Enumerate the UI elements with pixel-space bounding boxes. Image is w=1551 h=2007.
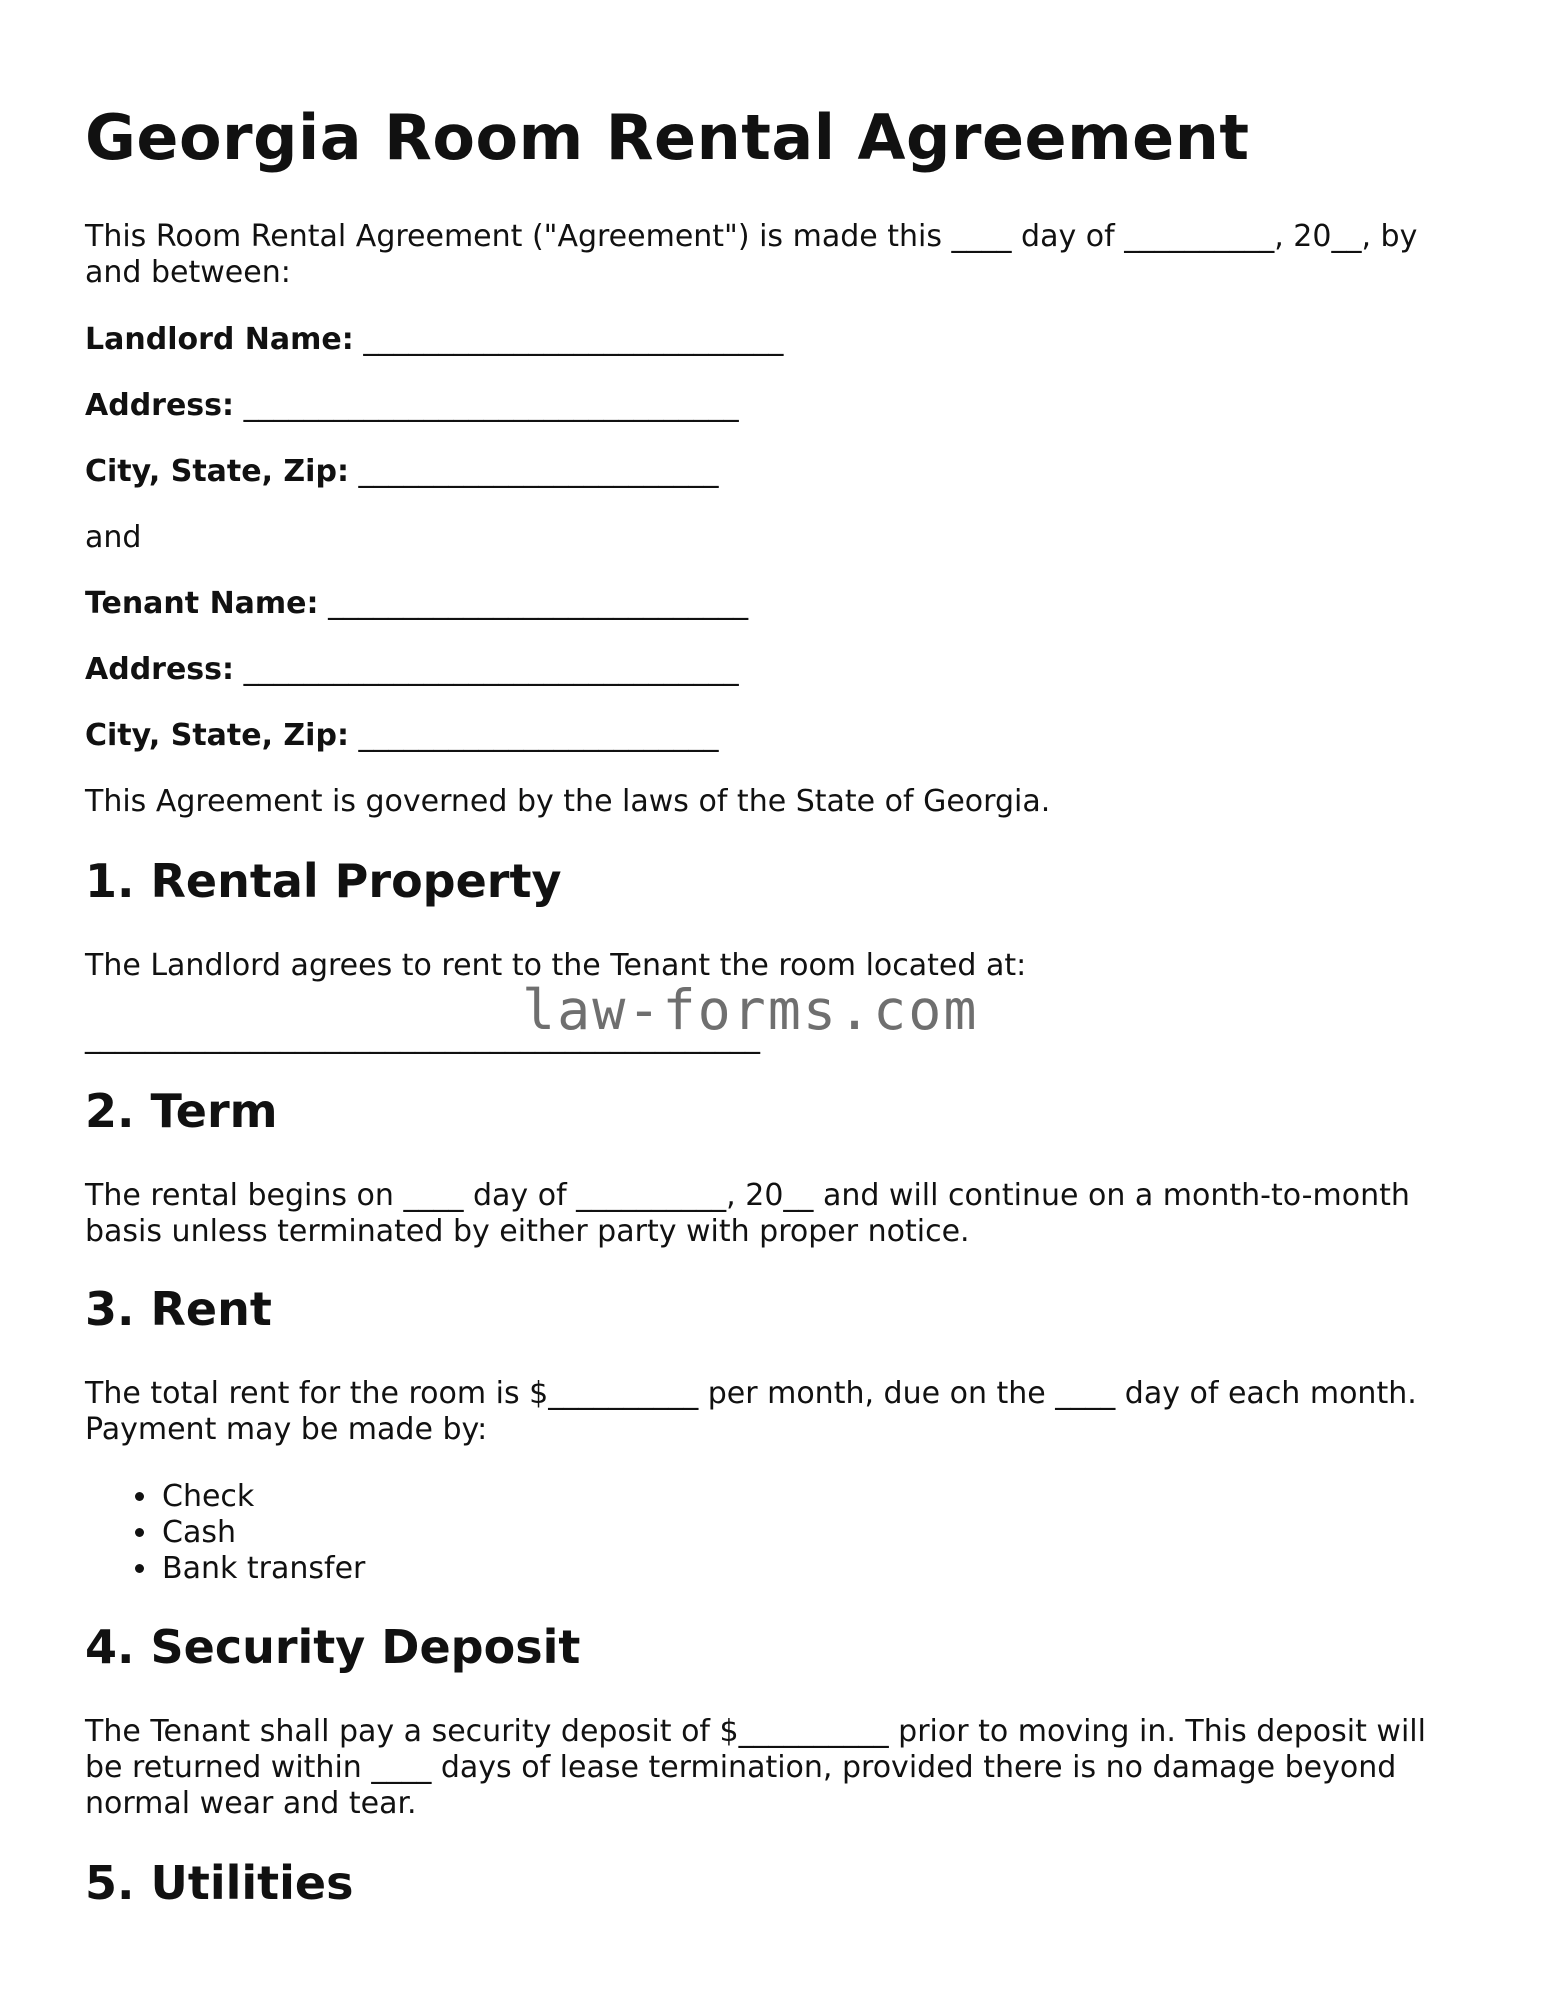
security-deposit-text: The Tenant shall pay a security deposit of $__________ prior to moving in. This deposit will be returned within ____ days of lease termination, provided there is no damage beyond normal wear and tear. xyxy=(85,1714,1426,1821)
section-heading-term: 2. Term xyxy=(85,1084,278,1138)
landlord-address-field xyxy=(85,388,739,424)
and-text: and xyxy=(85,520,142,555)
rent-text: The total rent for the room is $__________ per month, due on the ____ day of each month. Payment may be made by: xyxy=(85,1376,1417,1447)
tenant-address-field xyxy=(85,652,739,688)
tenant-city-field xyxy=(85,718,718,754)
payment-method-item: • Cash xyxy=(160,1515,365,1551)
document-title: Georgia Room Rental Agreement xyxy=(85,101,1250,174)
term-text: The rental begins on ____ day of __________, 20__ and will continue on a month-to-month basis unless terminated by either party with proper notice. xyxy=(85,1178,1410,1249)
payment-methods-list xyxy=(85,1479,365,1587)
tenant-name-line: ____________________________ xyxy=(328,586,749,621)
rental-property-address-line: _____________________________________________ xyxy=(85,1020,760,1055)
section-heading-rent: 3. Rent xyxy=(85,1282,272,1336)
payment-method-item: • Check xyxy=(160,1479,365,1515)
landlord-city-label: City, State, Zip: xyxy=(85,454,349,489)
intro-paragraph: This Room Rental Agreement ("Agreement") is made this ____ day of __________, 20__, by and between: xyxy=(85,219,1418,290)
landlord-address-label: Address: xyxy=(85,388,235,423)
tenant-name-label: Tenant Name: xyxy=(85,586,319,621)
watermark-text: law-forms.com xyxy=(522,978,979,1042)
payment-method-item: • Bank transfer xyxy=(160,1551,365,1587)
governing-law-text: This Agreement is governed by the laws of the State of Georgia. xyxy=(85,784,1051,819)
section-heading-security-deposit: 4. Security Deposit xyxy=(85,1620,581,1674)
section-heading-utilities: 5. Utilities xyxy=(85,1856,354,1910)
tenant-address-line: _________________________________ xyxy=(243,652,739,687)
landlord-city-field xyxy=(85,454,718,490)
tenant-city-label: City, State, Zip: xyxy=(85,718,349,753)
landlord-name-field xyxy=(85,322,783,358)
landlord-city-line: ________________________ xyxy=(358,454,719,489)
tenant-name-field xyxy=(85,586,748,622)
landlord-address-line: _________________________________ xyxy=(243,388,739,423)
rental-property-text: The Landlord agrees to rent to the Tenant the room located at: xyxy=(85,948,1027,983)
tenant-city-line: ________________________ xyxy=(358,718,719,753)
section-heading-rental-property: 1. Rental Property xyxy=(85,854,562,908)
tenant-address-label: Address: xyxy=(85,652,235,687)
landlord-name-line: ____________________________ xyxy=(363,322,784,357)
landlord-name-label: Landlord Name: xyxy=(85,322,354,357)
